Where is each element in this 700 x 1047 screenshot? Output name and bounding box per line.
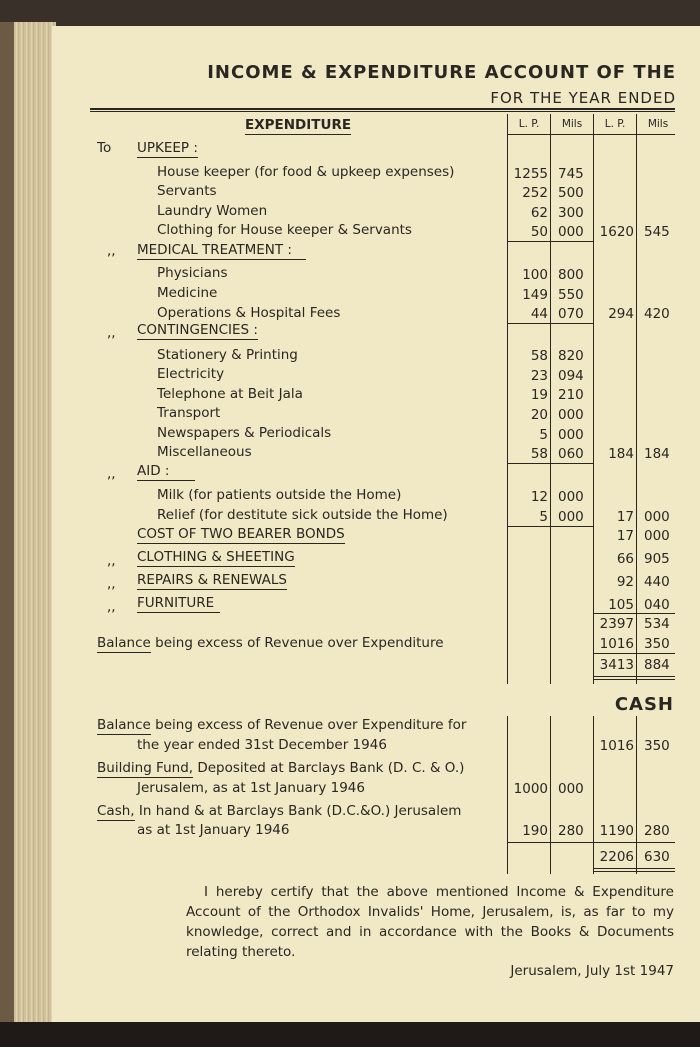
building-fund-mils: 000 [558, 781, 584, 797]
subtotal-rule [507, 463, 593, 464]
page-title: INCOME & EXPENDITURE ACCOUNT OF THE [207, 62, 676, 83]
lp-value: 23 [530, 368, 548, 384]
expenditure-heading: EXPENDITURE [245, 117, 352, 133]
col-lp-2: L. P. [604, 118, 626, 130]
lp-value: 252 [522, 185, 548, 201]
lp-value: 5 [539, 427, 548, 443]
double-rule [593, 676, 675, 677]
mils-value: 000 [558, 224, 584, 240]
mils-value: 000 [558, 427, 584, 443]
repairs-lp: 92 [616, 574, 634, 590]
cash-balance-lead: Balance [97, 717, 151, 733]
double-rule [593, 868, 675, 869]
building-fund-rest: Deposited at Barclays Bank (D. C. & O.) [193, 760, 465, 776]
lp-value: 50 [530, 224, 548, 240]
medical-heading: MEDICAL TREATMENT : [137, 242, 306, 260]
header-rule [90, 108, 675, 110]
cash-heading: CASH [614, 694, 674, 715]
subtotal-rule [507, 526, 593, 527]
mils-value: 300 [558, 205, 584, 221]
col-heading-rule [507, 134, 675, 135]
upkeep-total-lp: 1620 [599, 224, 634, 240]
line-item: Transport [157, 405, 221, 421]
ditto-mark: ,, [107, 553, 116, 569]
balance-mils: 350 [644, 636, 670, 652]
to-label: To [97, 140, 112, 156]
clothing-label: CLOTHING & SHEETING [137, 549, 295, 565]
total-rule [593, 653, 675, 654]
ditto-mark: ,, [107, 599, 116, 615]
mils-value: 000 [558, 407, 584, 423]
building-fund-lead: Building Fund, [97, 760, 194, 776]
cash-in-hand-total-lp: 1190 [599, 823, 634, 839]
lp-value: 62 [530, 205, 548, 221]
col-divider [550, 716, 551, 874]
lp-value: 20 [530, 407, 548, 423]
medical-total-mils: 420 [644, 306, 670, 322]
line-item: Milk (for patients outside the Home) [157, 487, 402, 503]
lp-value: 19 [530, 387, 548, 403]
place-date: Jerusalem, July 1st 1947 [510, 963, 674, 979]
furniture-label: FURNITURE [137, 595, 220, 613]
mils-value: 800 [558, 267, 584, 283]
page-subtitle: FOR THE YEAR ENDED [490, 89, 676, 107]
mils-value: 060 [558, 446, 584, 462]
subtotal-rule [507, 323, 593, 324]
bearer-bonds-mils: 000 [644, 528, 670, 544]
col-mils-2: Mils [647, 118, 669, 130]
mils-value: 500 [558, 185, 584, 201]
building-fund-label [97, 760, 464, 776]
grand-total-lp: 3413 [599, 657, 634, 673]
contingencies-total-mils: 184 [644, 446, 670, 462]
lp-value: 100 [522, 267, 548, 283]
line-item: Stationery & Printing [157, 347, 298, 363]
col-divider [636, 114, 637, 684]
col-mils-1: Mils [561, 118, 583, 130]
bearer-bonds-lp: 17 [616, 528, 634, 544]
repairs-label: REPAIRS & RENEWALS [137, 572, 287, 588]
clothing-mils: 905 [644, 551, 670, 567]
double-rule [593, 679, 675, 680]
clothing-lp: 66 [616, 551, 634, 567]
balance-lead: Balance [97, 635, 151, 651]
mils-value: 550 [558, 287, 584, 303]
lp-value: 58 [530, 348, 548, 364]
header-rule-thin [90, 111, 675, 112]
certification-text: I hereby certify that the above mentioned Income & Expenditure Account of the Orthodox Invalids' Home, Jerusalem, is, as far to my knowledge, correct and in accordance with the Books & Documents relating thereto. [186, 884, 674, 960]
cash-in-hand-line2: as at 1st January 1946 [137, 822, 290, 838]
furniture-lp: 105 [608, 597, 634, 613]
mils-value: 000 [558, 509, 584, 525]
line-item: Medicine [157, 285, 218, 301]
ditto-mark: ,, [107, 466, 116, 482]
cash-balance-rest: being excess of Revenue over Expenditure for [150, 717, 467, 733]
aid-total-lp: 17 [616, 509, 634, 525]
line-item: Clothing for House keeper & Servants [157, 222, 412, 238]
cash-in-hand-lp: 190 [522, 823, 548, 839]
upkeep-total-mils: 545 [644, 224, 670, 240]
lp-value: 1255 [513, 166, 548, 182]
cash-in-hand-total-mils: 280 [644, 823, 670, 839]
mils-value: 745 [558, 166, 584, 182]
lp-value: 5 [539, 509, 548, 525]
line-item: Operations & Hospital Fees [157, 305, 341, 321]
building-fund-lp: 1000 [513, 781, 548, 797]
mils-value: 094 [558, 368, 584, 384]
contingencies-total-lp: 184 [608, 446, 634, 462]
cash-total-mils: 630 [644, 849, 670, 865]
balance-rest: being excess of Revenue over Expenditure [150, 635, 444, 651]
subtotal-lp: 2397 [599, 616, 634, 632]
subtotal-rule [593, 613, 675, 614]
cash-in-hand-rest: In hand & at Barclays Bank (D.C.&O.) Jerusalem [134, 803, 462, 819]
lp-value: 58 [530, 446, 548, 462]
subtotal-rule [507, 241, 593, 242]
bearer-bonds-label: COST OF TWO BEARER BONDS [137, 526, 345, 542]
line-item: Servants [157, 183, 217, 199]
line-item: Electricity [157, 366, 225, 382]
cash-balance-label [97, 717, 466, 733]
balance-label [97, 635, 444, 651]
line-item: Newspapers & Periodicals [157, 425, 332, 441]
scan-bottom-edge [0, 1022, 700, 1047]
subtotal-mils: 534 [644, 616, 670, 632]
cash-in-hand-label [97, 803, 461, 819]
aid-heading: AID : [137, 463, 195, 481]
line-item: Laundry Women [157, 203, 268, 219]
line-item: House keeper (for food & upkeep expenses) [157, 164, 455, 180]
total-rule [507, 842, 675, 843]
mils-value: 070 [558, 306, 584, 322]
col-divider [636, 716, 637, 874]
col-divider [550, 114, 551, 684]
mils-value: 210 [558, 387, 584, 403]
ditto-mark: ,, [107, 325, 116, 341]
lp-value: 44 [530, 306, 548, 322]
building-fund-line2: Jerusalem, as at 1st January 1946 [137, 780, 365, 796]
ditto-mark: ,, [107, 243, 116, 259]
cash-in-hand-mils: 280 [558, 823, 584, 839]
double-rule [593, 871, 675, 872]
lp-value: 12 [530, 489, 548, 505]
mils-value: 820 [558, 348, 584, 364]
lp-value: 149 [522, 287, 548, 303]
book-spine-shadow [0, 22, 14, 1022]
contingencies-heading: CONTINGENCIES : [137, 322, 258, 338]
medical-total-lp: 294 [608, 306, 634, 322]
cash-balance-line2: the year ended 31st December 1946 [137, 737, 387, 753]
upkeep-heading: UPKEEP : [137, 140, 198, 156]
cash-total-lp: 2206 [599, 849, 634, 865]
cash-in-hand-lead: Cash, [97, 803, 135, 819]
aid-total-mils: 000 [644, 509, 670, 525]
balance-lp: 1016 [599, 636, 634, 652]
cash-balance-mils: 350 [644, 738, 670, 754]
ditto-mark: ,, [107, 576, 116, 592]
col-lp-1: L. P. [518, 118, 540, 130]
repairs-mils: 440 [644, 574, 670, 590]
line-item: Miscellaneous [157, 444, 252, 460]
line-item: Telephone at Beit Jala [157, 386, 303, 402]
mils-value: 000 [558, 489, 584, 505]
line-item: Physicians [157, 265, 228, 281]
line-item: Relief (for destitute sick outside the Home) [157, 507, 448, 523]
furniture-mils: 040 [644, 597, 670, 613]
grand-total-mils: 884 [644, 657, 670, 673]
cash-balance-lp: 1016 [599, 738, 634, 754]
